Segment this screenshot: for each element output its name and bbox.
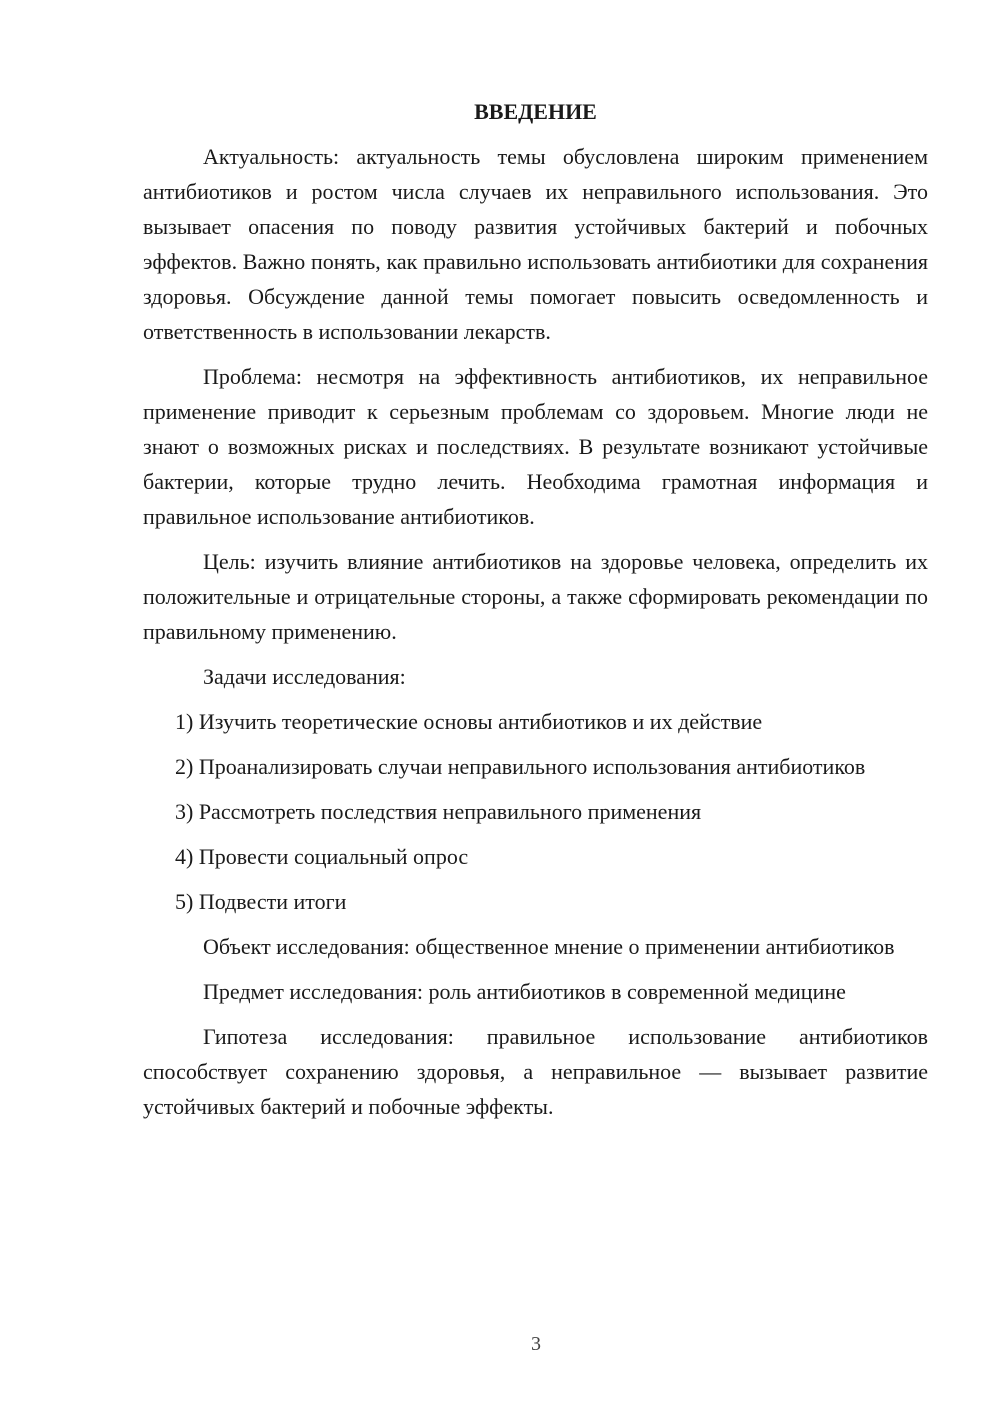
page-content [143, 94, 928, 1134]
relevance-paragraph: Актуальность: актуальность темы обусловлена широким применением антибиотиков и ростом числа случаев их неправильного использования. Это вызывает опасения по поводу развития устойчивых бактерий и побочных эффектов. Важно понять, как правильно использовать антибиотики для сохранения здоровья. Обсуждение данной темы помогает повысить осведомленность и ответственность в использовании лекарств. [143, 144, 928, 344]
subject-paragraph: Предмет исследования: роль антибиотиков в современной медицине [203, 979, 846, 1004]
problem-paragraph: Проблема: несмотря на эффективность антибиотиков, их неправильное применение приводит к серьезным проблемам со здоровьем. Многие люди не знают о возможных рисках и последствиях. В результате возникают устойчивые бактерии, которые трудно лечить. Необходима грамотная информация и правильное использование антибиотиков. [143, 364, 928, 529]
hypothesis-paragraph: Гипотеза исследования: правильное использование антибиотиков способствует сохранению здоровья, а неправильное — вызывает развитие устойчивых бактерий и побочные эффекты. [143, 1024, 928, 1119]
list-item: 5) Подвести итоги [175, 889, 347, 914]
goal-paragraph: Цель: изучить влияние антибиотиков на здоровье человека, определить их положительные и отрицательные стороны, а также сформировать рекомендации по правильному применению. [143, 549, 928, 644]
list-item: 3) Рассмотреть последствия неправильного применения [175, 799, 702, 824]
page-number: 3 [531, 1333, 541, 1355]
tasks-list [143, 704, 928, 919]
list-item: 2) Проанализировать случаи неправильного использования антибиотиков [175, 754, 866, 779]
page-title: ВВЕДЕНИЕ [474, 99, 597, 124]
object-paragraph: Объект исследования: общественное мнение о применении антибиотиков [203, 934, 895, 959]
list-item: 1) Изучить теоретические основы антибиотиков и их действие [175, 709, 763, 734]
list-item: 4) Провести социальный опрос [175, 844, 469, 869]
tasks-heading: Задачи исследования: [203, 664, 406, 689]
